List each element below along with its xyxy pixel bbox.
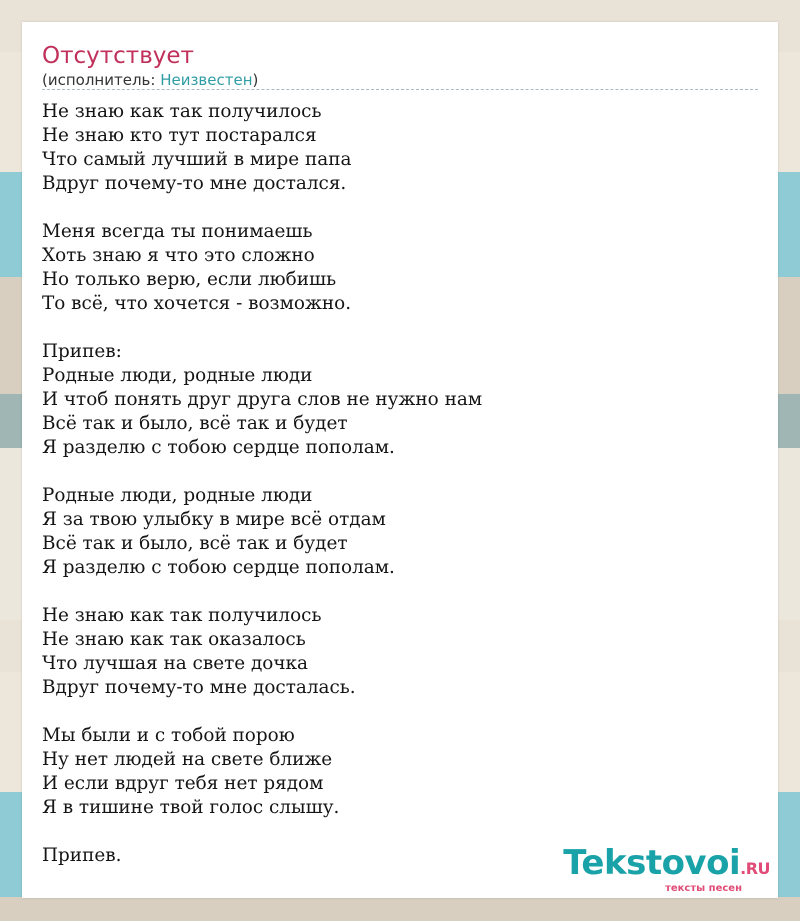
lyrics-card — [22, 22, 778, 898]
lyric-line — [42, 460, 742, 484]
logo-tld: .RU — [740, 859, 770, 878]
lyric-line: Вдруг почему-то мне досталась. — [42, 677, 356, 698]
lyric-line: И если вдруг тебя нет рядом — [42, 773, 324, 794]
logo-wordmark — [563, 845, 770, 887]
lyric-line: Но только верю, если любишь — [42, 269, 337, 290]
lyric-line: Меня всегда ты понимаешь — [42, 221, 313, 242]
artist-link[interactable]: Неизвестен — [160, 71, 253, 89]
lyric-line — [42, 196, 742, 220]
lyric-line: Припев: — [42, 341, 122, 362]
song-title: Отсутствует — [42, 43, 194, 69]
logo-tagline: тексты песен — [665, 883, 742, 894]
lyric-line: Припев. — [42, 845, 122, 866]
lyric-line: Всё так и было, всё так и будет — [42, 533, 348, 554]
lyric-line: Не знаю как так получилось — [42, 101, 322, 122]
lyric-line: Всё так и было, всё так и будет — [42, 413, 348, 434]
lyric-line: Вдруг почему-то мне достался. — [42, 173, 347, 194]
artist-prefix: (исполнитель: — [42, 71, 161, 89]
lyric-line: То всё, что хочется - возможно. — [42, 293, 352, 314]
lyric-line: Не знаю как так оказалось — [42, 629, 306, 650]
lyric-line: Я за твою улыбку в мире всё отдам — [42, 509, 386, 530]
lyric-line: Я разделю с тобою сердце пополам. — [42, 557, 395, 578]
lyric-line: Не знаю кто тут постарался — [42, 125, 317, 146]
lyric-line: Мы были и с тобой порою — [42, 725, 295, 746]
lyric-line: Родные люди, родные люди — [42, 365, 313, 386]
site-logo[interactable] — [563, 845, 770, 894]
lyric-line: И чтоб понять друг друга слов не нужно нам — [42, 389, 483, 410]
lyric-line: Хоть знаю я что это сложно — [42, 245, 315, 266]
title-divider — [42, 89, 758, 90]
lyric-line — [42, 820, 742, 844]
lyric-line — [42, 700, 742, 724]
artist-line — [42, 71, 258, 89]
lyric-line — [42, 580, 742, 604]
logo-name: Tekstovoi — [563, 843, 741, 883]
lyric-line: Что самый лучший в мире папа — [42, 149, 352, 170]
lyric-line: Родные люди, родные люди — [42, 485, 313, 506]
lyric-line — [42, 316, 742, 340]
lyric-line: Не знаю как так получилось — [42, 605, 322, 626]
lyric-line: Ну нет людей на свете ближе — [42, 749, 333, 770]
artist-suffix: ) — [252, 71, 259, 89]
lyric-line: Что лучшая на свете дочка — [42, 653, 308, 674]
lyric-line: Я в тишине твой голос слышу. — [42, 797, 340, 818]
lyric-line: Я разделю с тобою сердце пополам. — [42, 437, 395, 458]
lyrics-text — [42, 100, 742, 868]
